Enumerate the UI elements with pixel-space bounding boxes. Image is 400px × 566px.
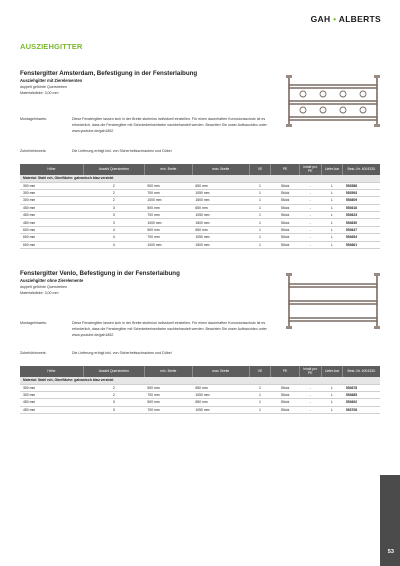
table-cell: 2 [83,391,144,398]
table-body [20,377,380,414]
column-header: min. Breite [144,164,192,175]
article-number: 553588 [343,182,380,189]
mount-text: Diese Fenstergitter lassen sich in der Breite stufenlos individuell einstellen. Für einen dauerhaften Korrosionsschutz ist es erforderlich, dass die Fenstergitter mit Schmiedeeisenfarbe nachbehandelt werden. Beachten Sie unser Aufbauvideo unter www.youtube.de/gah1852 [72,321,267,337]
material-note: Material: Stahl roh, Oberfläche: galvanisch blau verzinkt [20,377,380,384]
product-amsterdam [20,70,384,275]
table-cell: 1 [249,212,271,219]
brand-logo [311,14,381,24]
table-cell: Stück [271,204,299,211]
table-cell: 650 mm [192,384,249,391]
table-cell: - [299,399,321,406]
column-header: Inhalt pro PE [299,164,321,175]
table-cell: Stück [271,406,299,413]
table-cell: 650 mm [192,226,249,233]
column-header: Liefer-bar [321,366,343,377]
table-cell: 450 mm [20,219,83,226]
column-header: max. Breite [192,164,249,175]
table-body [20,175,380,249]
product-photo-amsterdam [283,72,383,130]
table-cell: - [299,226,321,233]
table-row [20,399,380,406]
table-cell: 300 mm [20,391,83,398]
table-row [20,182,380,189]
table-cell: 1050 mm [192,189,249,196]
table-cell: L [321,241,343,248]
table-cell: - [299,384,321,391]
table-cell: 1500 mm [192,197,249,204]
mount-note [20,320,280,344]
table-cell: 450 mm [20,406,83,413]
table-cell: 700 mm [144,406,192,413]
table-cell: L [321,219,343,226]
accessory-note [20,148,280,156]
table-cell: 1 [249,182,271,189]
table-cell: 650 mm [192,399,249,406]
article-number: 553685 [343,391,380,398]
table-row [20,189,380,196]
table-cell: 650 mm [192,182,249,189]
table-cell: - [299,234,321,241]
table-cell: 650 mm [192,204,249,211]
table-cell: L [321,391,343,398]
article-number: 553623 [343,212,380,219]
table-row [20,241,380,248]
table-cell: 300 mm [20,189,83,196]
column-header: PE [271,366,299,377]
product-title: Fenstergitter Venlo, Befestigung in der Fensterlaibung [20,270,180,277]
table-cell: 700 mm [144,189,192,196]
table-cell: Stück [271,197,299,204]
table-cell: 1 [249,219,271,226]
table-cell: 3 [83,204,144,211]
column-header: max. Breite [192,366,249,377]
table-cell: 600 mm [20,226,83,233]
table-cell: 3 [83,399,144,406]
table-cell: 1000 mm [144,197,192,204]
mount-note [20,116,280,140]
mount-label: Montagehinweis: [20,117,47,121]
table-cell: 1500 mm [192,219,249,226]
article-number: 553609 [343,197,380,204]
table-row [20,212,380,219]
table-cell: 1050 mm [192,212,249,219]
column-header: Liefer-bar [321,164,343,175]
material-row [20,175,380,182]
product-feature: doppelt geführte Querstreben [20,85,67,89]
article-number: 553678 [343,384,380,391]
table-cell: 1 [249,391,271,398]
table-cell: 2 [83,182,144,189]
table-cell: - [299,241,321,248]
table-cell: 300 mm [20,384,83,391]
product-title: Fenstergitter Amsterdam, Befestigung in der Fensterlaibung [20,70,198,77]
table-row [20,406,380,413]
table-cell: 600 mm [20,234,83,241]
material-note: Material: Stahl roh, Oberfläche: galvanisch blau verzinkt [20,175,380,182]
table-cell: 1 [249,226,271,233]
table-cell: 1 [249,204,271,211]
table-cell: 1 [249,384,271,391]
brand-right: ALBERTS [338,14,381,24]
table-cell: L [321,182,343,189]
table-cell: - [299,182,321,189]
column-header: min. Breite [144,366,192,377]
product-venlo [20,270,384,460]
table-cell: 700 mm [144,234,192,241]
spec-table [20,366,380,414]
table-cell: 1000 mm [144,241,192,248]
table-row [20,197,380,204]
mount-label: Montagehinweis: [20,321,47,325]
table-cell: Stück [271,212,299,219]
column-header: Höhe [20,164,83,175]
table-cell: 1050 mm [192,391,249,398]
accessory-label: Zubehörhinweis: [20,149,47,153]
table-cell: 300 mm [20,182,83,189]
table-cell: 450 mm [20,399,83,406]
table-cell: Stück [271,219,299,226]
spec-table [20,164,380,249]
table-cell: Stück [271,391,299,398]
table-cell: L [321,399,343,406]
article-number: 553661 [343,241,380,248]
table-cell: 1 [249,399,271,406]
table-cell: 4 [83,226,144,233]
article-number: 553647 [343,226,380,233]
table-cell: - [299,212,321,219]
table-cell: Stück [271,384,299,391]
table-cell: - [299,204,321,211]
table-header-row [20,164,380,175]
table-header-row [20,366,380,377]
table-cell: 3 [83,212,144,219]
product-feature: doppelt geführte Querstreben [20,285,67,289]
table-cell: - [299,391,321,398]
column-header: Anzahl Querstreben [83,366,144,377]
table-cell: - [299,189,321,196]
table-cell: - [299,197,321,204]
article-number: 553616 [343,204,380,211]
table-cell: 1 [249,241,271,248]
table-cell: 500 mm [144,182,192,189]
page-number: 53 [387,549,394,555]
table-cell: 4 [83,234,144,241]
table-cell: 2 [83,197,144,204]
table-cell: - [299,406,321,413]
table-row [20,391,380,398]
table-cell: 700 mm [144,212,192,219]
table-cell: 1050 mm [192,234,249,241]
table-cell: L [321,384,343,391]
table-row [20,219,380,226]
table-cell: 500 mm [144,399,192,406]
product-subtitle: Ausziehgitter ohne Zierelemente [20,278,84,283]
table-cell: 300 mm [20,197,83,204]
column-header: Inhalt pro PE [299,366,321,377]
table-cell: 700 mm [144,391,192,398]
table-cell: Stück [271,189,299,196]
product-material-thickness: Materialstärke: 3,00 mm [20,91,59,95]
table-cell: L [321,226,343,233]
article-number: 553692 [343,399,380,406]
material-row [20,377,380,384]
table-cell: L [321,406,343,413]
table-cell: 1 [249,197,271,204]
column-header: VE [249,164,271,175]
accessory-label: Zubehörhinweis: [20,351,47,355]
table-cell: 600 mm [20,241,83,248]
table-cell: 1 [249,234,271,241]
accessory-note [20,350,280,358]
table-cell: L [321,189,343,196]
table-cell: 500 mm [144,226,192,233]
column-header: PE [271,164,299,175]
table-cell: 1500 mm [192,241,249,248]
table-row [20,384,380,391]
table-cell: L [321,197,343,204]
table-cell: L [321,212,343,219]
table-cell: 2 [83,189,144,196]
table-cell: 450 mm [20,212,83,219]
accessory-text: Die Lieferung erfolgt inkl. von Sicherheitsschrauben und Dübel [72,149,172,153]
table-cell: Stück [271,234,299,241]
mount-text: Diese Fenstergitter lassen sich in der Breite stufenlos individuell einstellen. Für einen dauerhaften Korrosionsschutz ist es erforderlich, dass die Fenstergitter mit Schmiedeeisenfarbe nachbehandelt werden. Beachten Sie unser Aufbauvideo unter www.youtube.de/gah1852 [72,117,267,133]
article-number: 553708 [343,406,380,413]
article-number: 553654 [343,234,380,241]
table-cell: 1000 mm [144,219,192,226]
table-cell: L [321,204,343,211]
brand-separator: • [333,14,337,24]
section-title: AUSZIEHGITTER [20,42,83,51]
column-header: VE [249,366,271,377]
table-cell: 1 [249,406,271,413]
table-cell: 1050 mm [192,406,249,413]
column-header: Best.-Nr. 4004330. [343,164,380,175]
table-cell: L [321,234,343,241]
brand-left: GAH [310,14,331,24]
product-subtitle: Ausziehgitter mit Zierelementen [20,78,83,83]
table-cell: 500 mm [144,204,192,211]
table-row [20,226,380,233]
table-cell: 2 [83,384,144,391]
table-cell: 500 mm [144,384,192,391]
table-cell: 4 [83,241,144,248]
table-cell: 3 [83,219,144,226]
table-cell: Stück [271,399,299,406]
article-number: 553593 [343,189,380,196]
table-cell: Stück [271,241,299,248]
table-cell: Stück [271,226,299,233]
table-cell: 3 [83,406,144,413]
product-photo-venlo [283,270,383,332]
column-header: Best.-Nr. 4004330. [343,366,380,377]
table-row [20,204,380,211]
table-row [20,234,380,241]
article-number: 553630 [343,219,380,226]
column-header: Höhe [20,366,83,377]
table-cell: 450 mm [20,204,83,211]
column-header: Anzahl Querstreben [83,164,144,175]
accessory-text: Die Lieferung erfolgt inkl. von Sicherheitsschrauben und Dübel [72,351,172,355]
product-material-thickness: Materialstärke: 3,00 mm [20,291,59,295]
table-cell: 1 [249,189,271,196]
table-cell: - [299,219,321,226]
table-cell: Stück [271,182,299,189]
